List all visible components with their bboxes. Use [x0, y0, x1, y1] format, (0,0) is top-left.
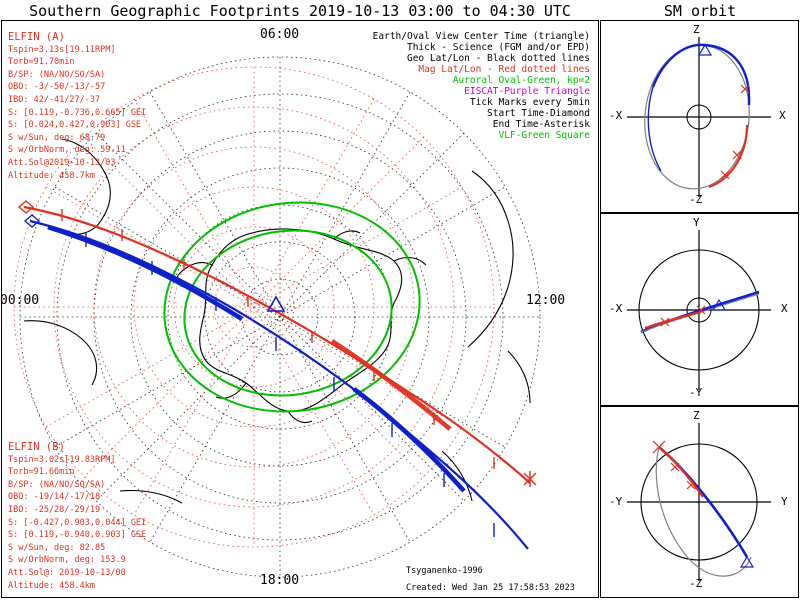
legend-line-7: Tick Marks every 5min	[469, 97, 590, 108]
orbit-xz-axis-bottom: -Z	[689, 193, 703, 206]
map-panel[interactable]	[1, 20, 599, 598]
elfin-a-row-7: S: [0.024,0.427,0.903] GSE	[8, 120, 142, 131]
clock-label-0000: 00:00	[0, 293, 40, 308]
elfin-a-row-2: Torb=91.70min	[8, 57, 75, 68]
orbit-panel-title: SM orbit	[663, 2, 737, 20]
orbit-yz-axis-top: Z	[693, 409, 700, 422]
clock-label-1200: 12:00	[526, 293, 566, 308]
elfin-b-row-11: Altitude: 458.4km	[8, 580, 95, 591]
legend-line-4: Mag Lat/Lon - Red dotted lines	[418, 64, 590, 75]
elfin-a-row-3: B/SP: (NA/NO/SO/SA)	[8, 69, 106, 80]
orbit-xy-axis-bottom: -Y	[689, 386, 703, 399]
legend-line-6: EISCAT-Purple Triangle	[464, 86, 590, 97]
orbit-xz-axis-right: X	[779, 109, 786, 122]
orbit-xz-axis-top: Z	[693, 23, 700, 36]
elfin-b-info	[8, 441, 238, 592]
orbit-panel-yz[interactable]	[600, 406, 799, 598]
clock-label-0600: 06:00	[260, 27, 300, 42]
legend-line-1: Earth/Oval View Center Time (triangle)	[372, 31, 590, 42]
elfin-b-row-10: Att.Sol@: 2019-10-13/00	[8, 567, 126, 578]
orbit-xy-axis-top: Y	[693, 216, 700, 229]
elfin-a-row-8: S w/Sun, deg: 68.79	[8, 132, 106, 143]
elfin-a-row-5: IBO: 42/-41/27/-37	[8, 94, 101, 105]
elfin-b-row-1: Tspin=3.02s[19.83RPM]	[8, 454, 116, 465]
model-label: Tsyganenko-1996	[406, 566, 483, 576]
elfin-a-info	[8, 31, 228, 182]
elfin-a-name: ELFIN (A)	[8, 31, 65, 43]
orbit-plot-xy	[601, 214, 798, 405]
legend-line-8: Start Time-Diamond	[487, 108, 590, 119]
elfin-b-row-7: S: [0.119,-0.940,0.903] GSE	[8, 530, 147, 541]
clock-label-1800: 18:00	[260, 573, 300, 588]
orbit-plot-xz	[601, 21, 798, 212]
elfin-a-row-10: Att.Sol@2019-10-13/03	[8, 157, 116, 168]
legend-line-3: Geo Lat/Lon - Black dotted lines	[406, 53, 590, 64]
elfin-b-row-9: S w/OrbNorm, deg: 153.9	[8, 555, 126, 566]
orbit-plot-yz	[601, 407, 798, 597]
elfin-a-row-1: Tspin=3.13s[19.11RPM]	[8, 44, 116, 55]
orbit-yz-axis-bottom: -Z	[689, 577, 703, 590]
legend-block	[318, 31, 590, 141]
elfin-a-row-4: OBO: -3/-50/-13/-57	[8, 82, 106, 93]
elfin-b-row-5: IBO: -25/28/-29/19	[8, 504, 101, 515]
elfin-b-row-8: S w/Sun, deg: 82.85	[8, 542, 106, 553]
elfin-a-row-9: S w/OrbNorm, deg: 59.11	[8, 145, 126, 156]
orbit-xy-axis-right: X	[781, 302, 788, 315]
orbit-xz-axis-left: -X	[609, 109, 623, 122]
legend-line-9: End Time-Asterisk	[492, 119, 590, 130]
elfin-b-name: ELFIN (B)	[8, 441, 65, 453]
legend-line-2: Thick - Science (FGM and/or EPD)	[406, 42, 590, 53]
elfin-b-row-3: B/SP: (NA/NO/SO/SA)	[8, 479, 106, 490]
page-title: Southern Geographic Footprints 2019-10-13 03:00 to 04:30 UTC	[29, 2, 571, 20]
elfin-a-row-6: S: [0.119,-0.736,0.665] GEI	[8, 107, 147, 118]
elfin-b-row-4: OBO: -19/14/-17/18	[8, 492, 101, 503]
legend-line-10: VLF-Green Square	[498, 130, 590, 141]
orbit-yz-axis-left: -Y	[609, 495, 623, 508]
elfin-b-row-2: Torb=91.66min	[8, 467, 75, 478]
orbit-yz-axis-right: Y	[781, 495, 788, 508]
orbit-panel-xy[interactable]	[600, 213, 799, 406]
legend-line-5: Auroral Oval-Green, kp=2	[452, 75, 590, 86]
orbit-xy-axis-left: -X	[609, 302, 623, 315]
orbit-panel-xz[interactable]	[600, 20, 799, 213]
created-label: Created: Wed Jan 25 17:58:53 2023	[406, 583, 575, 593]
elfin-a-row-11: Altitude: 458.7km	[8, 170, 95, 181]
elfin-b-row-6: S: [-0.427,0.903,0.044] GEI	[8, 517, 147, 528]
